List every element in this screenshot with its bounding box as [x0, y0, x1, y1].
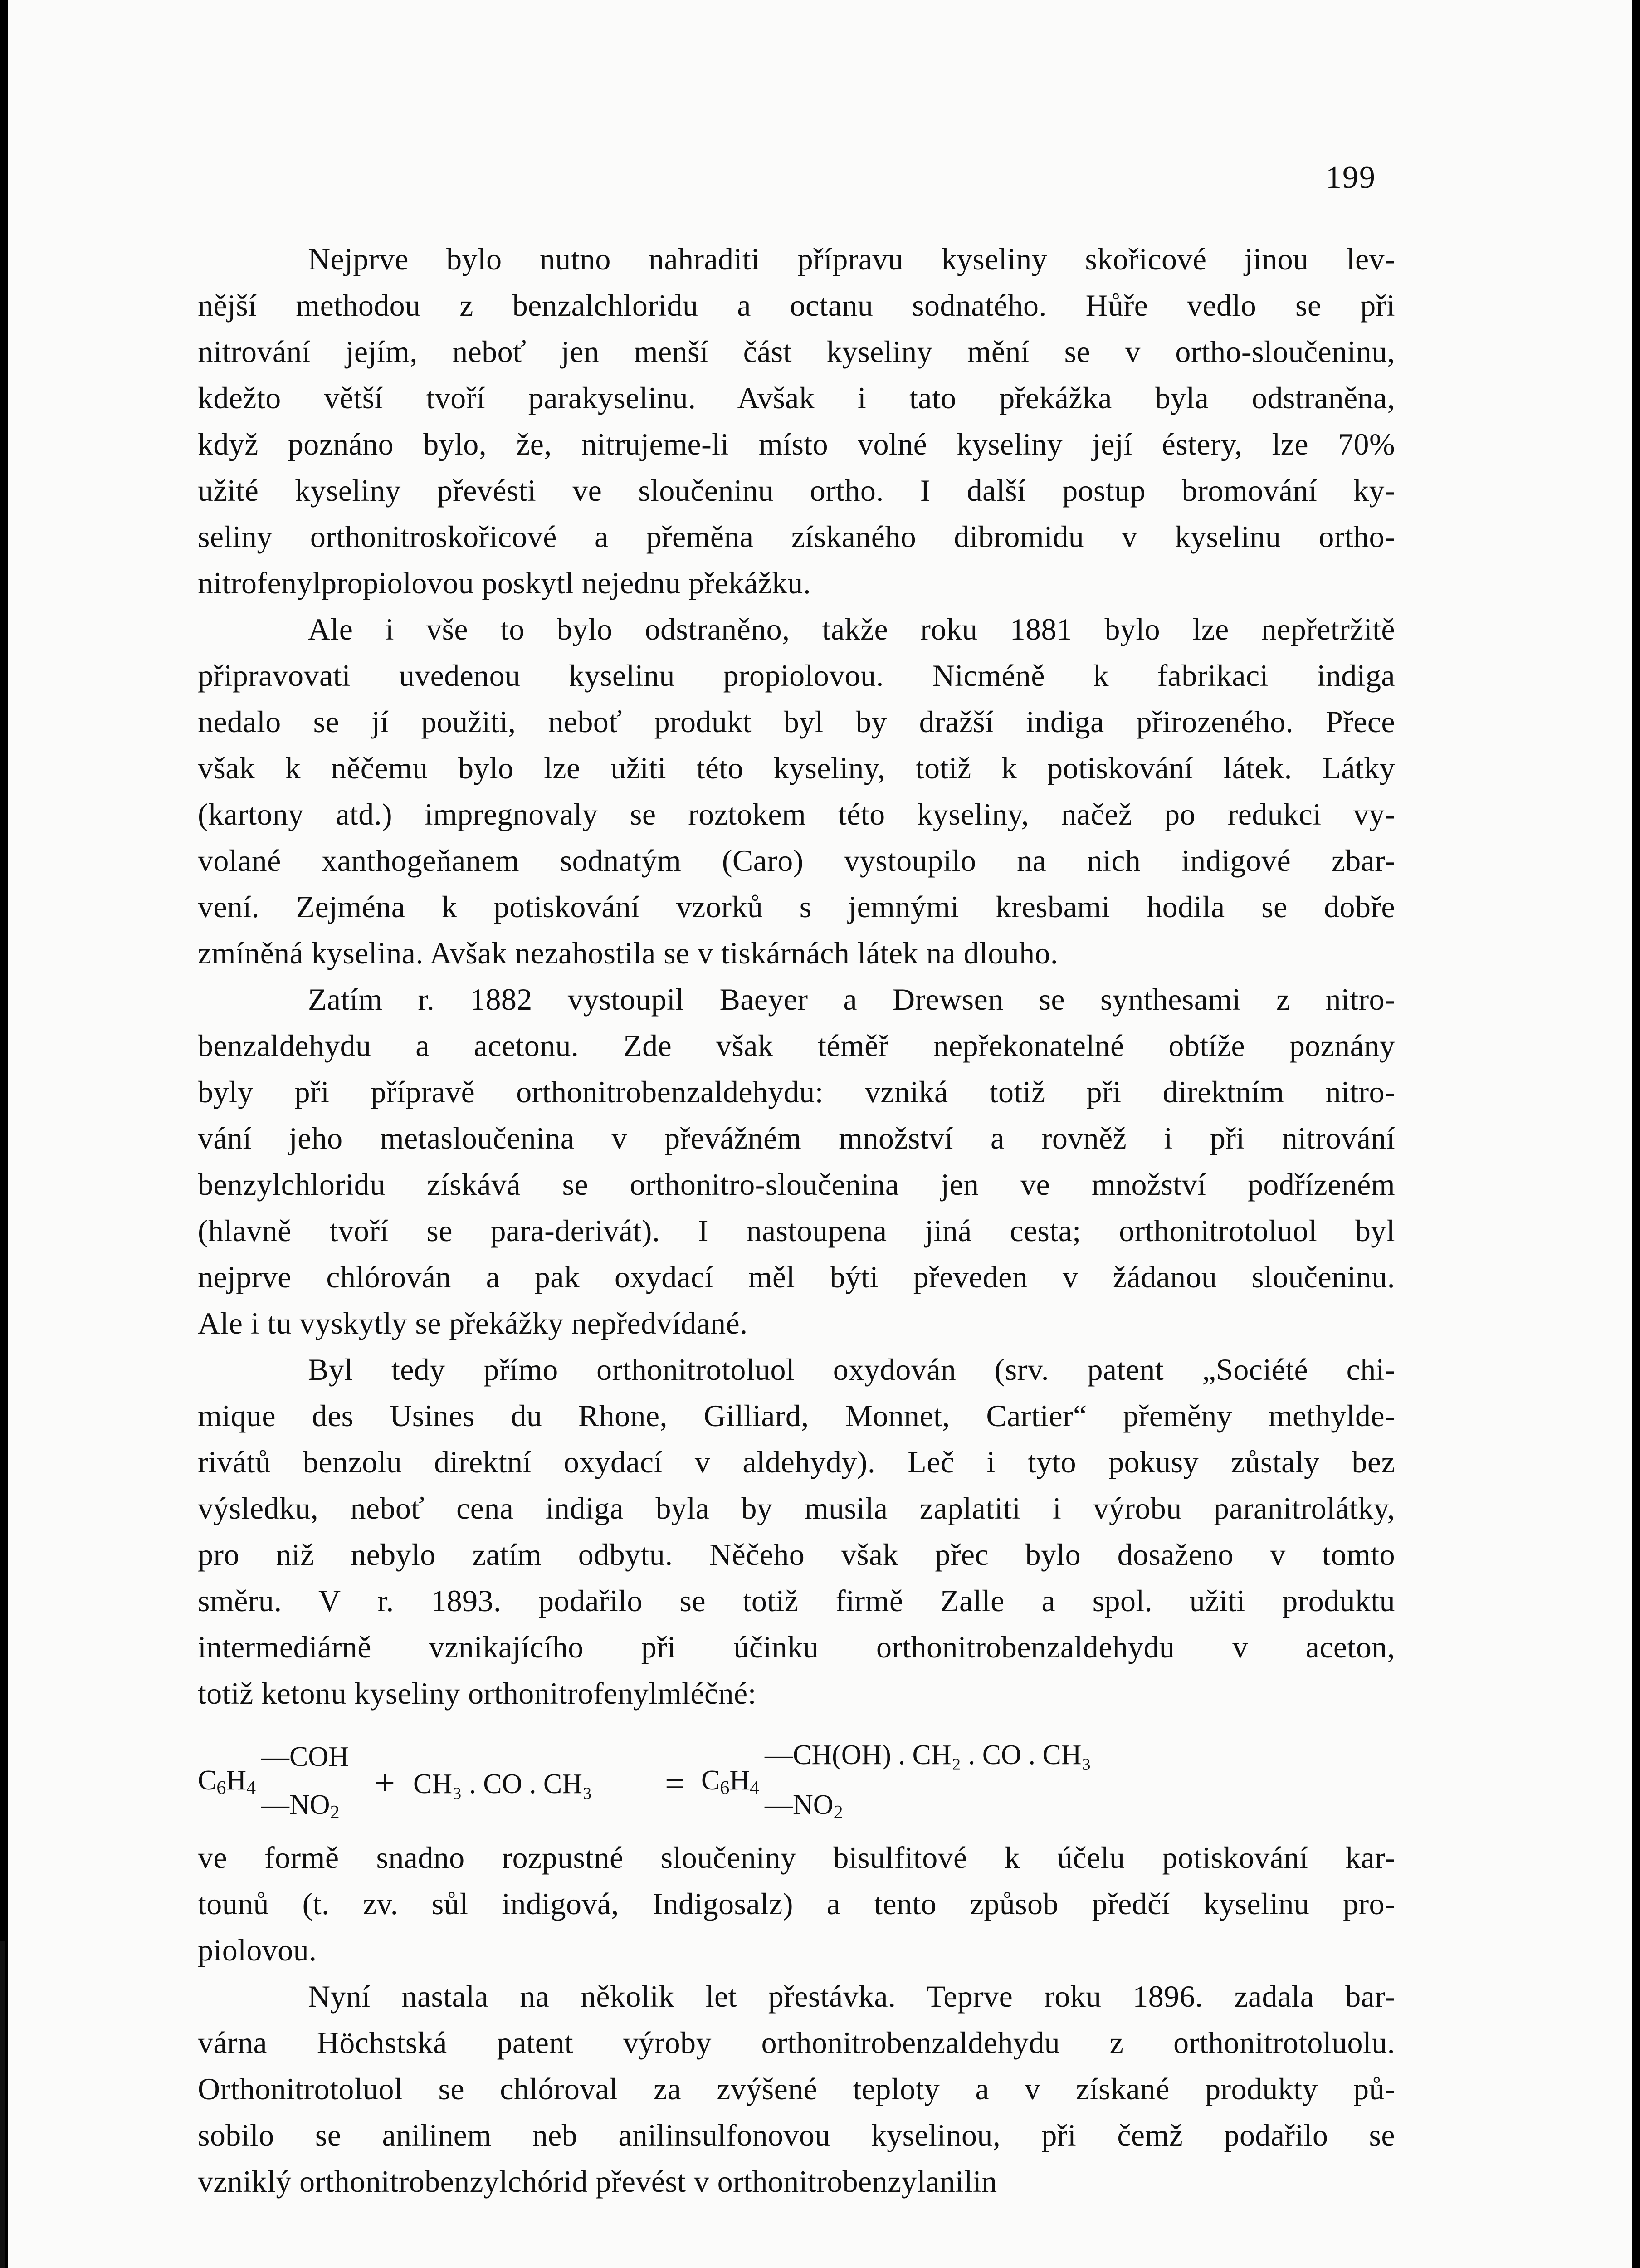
text-line: však k něčemu bylo lze užiti této kyseliny, totiž k potiskování látek. Látky — [198, 751, 1395, 785]
body-text — [198, 236, 1395, 2204]
formula-left-base: C — [198, 1765, 217, 1796]
text-line: nedalo se jí použiti, neboť produkt byl by dražší indiga přirozeného. Přece — [198, 704, 1395, 739]
text-line: várna Höchstská patent výroby orthonitrobenzaldehydu z orthonitrotoluolu. — [198, 2025, 1395, 2060]
text-line: zmíněná kyselina. Avšak nezahostila se v tiskárnách látek na dlouho. — [198, 936, 1059, 970]
page — [8, 0, 1632, 2268]
paragraphs-before-formula — [198, 236, 1395, 1716]
text-line: (kartony atd.) impregnovaly se roztokem této kyseliny, načež po redukci vy- — [198, 797, 1395, 831]
text-line: nitrofenylpropiolovou poskytl nejednu překážku. — [198, 566, 811, 600]
text-line: Nejprve bylo nutno nahraditi přípravu kyseliny skořicové jinou lev- — [308, 242, 1395, 276]
scan-edge-mark — [0, 1941, 5, 2268]
text-line: benzylchloridu získává se orthonitro-sloučenina jen ve množství podřízeném — [198, 1167, 1395, 1202]
formula-left-bottom — [261, 1789, 340, 1823]
formula-right-bottom-label: —NO — [765, 1789, 834, 1820]
formula-left-bottom-sub: 2 — [330, 1802, 340, 1823]
text-line: piolovou. — [198, 1933, 317, 1967]
formula-right-bottom-sub: 2 — [833, 1802, 843, 1823]
formula-left-base-sub: 6 — [216, 1778, 226, 1799]
text-line: benzaldehydu a acetonu. Zde však téměř nepřekonatelné obtíže poznány — [198, 1028, 1395, 1063]
text-line: totiž ketonu kyseliny orthonitrofenylmléčné: — [198, 1676, 757, 1711]
text-line: byly při přípravě orthonitrobenzaldehydu: vzniká totiž při direktním nitro- — [198, 1075, 1395, 1109]
text-line: užité kyseliny převésti ve sloučeninu ortho. I další postup bromování ky- — [198, 473, 1395, 508]
text-line: volané xanthogeňanem sodnatým (Caro) vystoupilo na nich indigové zbar- — [198, 843, 1395, 878]
text-line: výsledku, neboť cena indiga byla by musila zaplatiti i výrobu paranitrolátky, — [198, 1491, 1395, 1525]
formula-left-core — [198, 1765, 256, 1799]
formula-right-h: H — [729, 1765, 750, 1796]
text-line: nejprve chlórován a pak oxydací měl býti převeden v žádanou sloučeninu. — [198, 1260, 1395, 1294]
formula-equals: = — [665, 1765, 684, 1803]
text-line: (hlavně tvoří se para-derivát). I nastoupena jiná cesta; orthonitrotoluol byl — [198, 1213, 1395, 1248]
text-line: intermediárně vznikajícího při účinku orthonitrobenzaldehydu v aceton, — [198, 1630, 1395, 1664]
text-line: pro niž nebylo zatím odbytu. Něčeho však přec bylo dosaženo v tomto — [198, 1537, 1395, 1572]
text-line: směru. V r. 1893. podařilo se totiž firmě Zalle a spol. užiti produktu — [198, 1584, 1395, 1618]
text-line: když poznáno bylo, že, nitrujeme-li místo volné kyseliny její éstery, lze 70% — [198, 427, 1395, 461]
text-line: sobilo se anilinem neb anilinsulfonovou kyselinou, při čemž podařilo se — [198, 2118, 1395, 2152]
page-number: 199 — [1326, 160, 1376, 195]
formula-right-h-sub: 4 — [750, 1778, 760, 1799]
formula-right-core — [701, 1765, 759, 1799]
text-line: Ale i vše to bylo odstraněno, takže roku 1881 bylo lze nepřetržitě — [308, 612, 1395, 646]
text-line: nitrování jejím, neboť jen menší část kyseliny mění se v ortho-sloučeninu, — [198, 334, 1395, 369]
text-line: Ale i tu vyskytly se překážky nepředvídané. — [198, 1306, 748, 1340]
formula-right-top: —CH(OH) . CH₂ . CO . CH₃ — [765, 1740, 1092, 1770]
formula-right-bottom — [765, 1789, 843, 1823]
paragraphs-after-formula — [198, 1834, 1395, 2204]
text-line: Nyní nastala na několik let přestávka. Teprve roku 1896. zadala bar- — [308, 1979, 1395, 2014]
text-line: připravovati uvedenou kyselinu propiolovou. Nicméně k fabrikaci indiga — [198, 658, 1395, 693]
text-line: tounů (t. zv. sůl indigová, Indigosalz) a tento způsob předčí kyselinu pro- — [198, 1887, 1395, 1921]
text-line: vání jeho metasloučenina v převážném množství a rovněž i při nitrování — [198, 1121, 1395, 1155]
text-line: vení. Zejména k potiskování vzorků s jemnými kresbami hodila se dobře — [198, 890, 1395, 924]
text-line: ve formě snadno rozpustné sloučeniny bisulfitové k účelu potiskování kar- — [198, 1840, 1395, 1875]
formula-plus: + — [375, 1763, 395, 1803]
formula-right-base: C — [701, 1765, 720, 1796]
text-line: mique des Usines du Rhone, Gilliard, Monnet, Cartier“ přeměny methylde- — [198, 1398, 1395, 1433]
text-line: Byl tedy přímo orthonitrotoluol oxydován (srv. patent „Société chi- — [308, 1352, 1395, 1387]
formula-left-bottom-label: —NO — [261, 1789, 330, 1820]
text-line: rivátů benzolu direktní oxydací v aldehydy). Leč i tyto pokusy zůstaly bez — [198, 1445, 1395, 1479]
formula-left-h-sub: 4 — [246, 1778, 256, 1799]
formula-left-h: H — [226, 1765, 247, 1796]
text-line: Zatím r. 1882 vystoupil Baeyer a Drewsen se synthesami z nitro- — [308, 982, 1395, 1017]
formula-right-base-sub: 6 — [720, 1778, 730, 1799]
text-line: kdežto větší tvoří parakyselinu. Avšak i tato překážka byla odstraněna, — [198, 381, 1395, 415]
formula-middle: CH₃ . CO . CH₃ — [413, 1769, 592, 1799]
text-line: Orthonitrotoluol se chlóroval za zvýšené teploty a v získané produkty pů- — [198, 2072, 1395, 2106]
chemical-equation — [198, 1725, 1395, 1821]
text-line: seliny orthonitroskořicové a přeměna získaného dibromidu v kyselinu ortho- — [198, 519, 1395, 554]
text-line: vzniklý orthonitrobenzylchórid převést v orthonitrobenzylanilin — [198, 2164, 997, 2199]
formula-left-top: —COH — [261, 1741, 349, 1772]
text-line: nější methodou z benzalchloridu a octanu sodnatého. Hůře vedlo se při — [198, 288, 1395, 323]
